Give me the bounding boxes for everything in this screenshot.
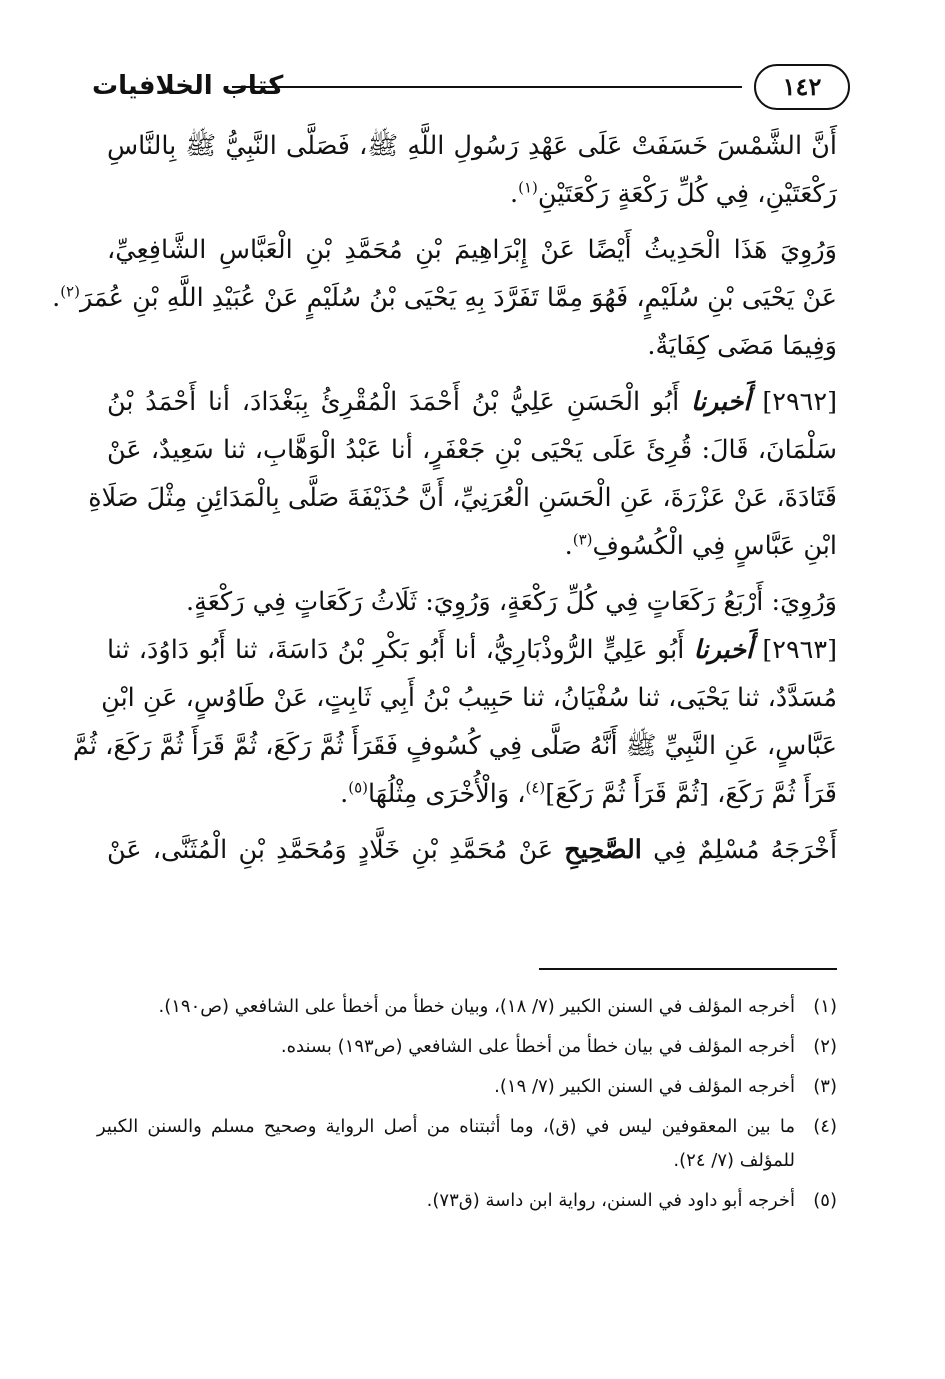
footnote-ref: (٢) — [60, 282, 80, 301]
text-line: [٢٩٦٣] أَخبرنا أَبُو عَلِيٍّ الرُّوذْبَارِيُّ، أنا أَبُو بَكْرِ بْنُ دَاسَةَ، ثنا أَبُو دَاوُدَ، ثنا — [107, 635, 838, 665]
text-line: سَلْمَانَ، قَالَ: قُرِئَ عَلَى يَحْيَى بْنِ جَعْفَرٍ، أنا عَبْدُ الْوَهَّابِ، ثنا سَعِيدٌ، عَنْ — [107, 435, 837, 465]
text-line: وَرُوِيَ هَذَا الْحَدِيثُ أَيْضًا عَنْ إِبْرَاهِيمَ بْنِ مُحَمَّدِ بْنِ الْعَبَّاسِ الشَّافِعِيِّ، — [107, 235, 837, 265]
footnote — [97, 1110, 837, 1178]
footnote-text: أخرجه المؤلف في السنن الكبير (٧/ ١٩). — [494, 1076, 795, 1097]
keyword-akhbarana: أَخبرنا — [693, 635, 754, 665]
text-line: قَرَأَ ثُمَّ رَكَعَ، [ثُمَّ قَرَأَ ثُمَّ رَكَعَ]$^{(٤)}$، وَالْأُخْرَى مِثْلُهَا$^{(٥)}$. — [340, 778, 837, 809]
text-line: مُسَدَّدٌ، ثنا يَحْيَى، ثنا سُفْيَانُ، ثنا حَبِيبُ بْنُ أَبِي ثَابِتٍ، عَنْ طَاوُسٍ، عَنِ ابْنِ — [101, 683, 837, 713]
keyword-akhbarana: أَخبرنا — [691, 387, 751, 417]
text-line: عَبَّاسٍ، عَنِ النَّبِيِّ ﷺ أَنَّهُ صَلَّى فِي كُسُوفٍ فَقَرَأَ ثُمَّ رَكَعَ، ثُمَّ قَرَأَ ثُمَّ رَكَعَ، ثُمَّ — [72, 731, 837, 761]
footnote — [97, 1070, 837, 1104]
text-line: ابْنِ عَبَّاسٍ فِي الْكُسُوفِ$^{(٣)}$. — [564, 530, 837, 561]
hadith-number: [٢٩٦٣] — [762, 635, 838, 665]
footnote-ref: (٤) — [525, 778, 546, 797]
text-line: وَفِيمَا مَضَى كِفَايَةٌ. — [647, 331, 837, 361]
text-line: رَكْعَتَيْنِ، فِي كُلِّ رَكْعَةٍ رَكْعَتَيْنِ$^{(١)}$. — [510, 178, 837, 209]
page-header — [92, 62, 850, 118]
text-line: وَرُوِيَ: أَرْبَعُ رَكَعَاتٍ فِي كُلِّ رَكْعَةٍ، وَرُوِيَ: ثَلَاثُ رَكَعَاتٍ فِي رَكْعَةٍ. — [185, 587, 837, 617]
hadith-number: [٢٩٦٢] — [762, 387, 838, 417]
footnotes — [97, 990, 837, 1224]
footnote-number: (٤) — [813, 1116, 837, 1137]
footnote — [97, 1030, 837, 1064]
main-text — [52, 122, 838, 874]
footnote-text: أخرجه المؤلف في السنن الكبير (٧/ ١٨)، وبيان خطأ من أخطأ على الشافعي (ص١٩٠). — [158, 996, 795, 1017]
footnote-separator — [539, 968, 837, 970]
text-line: أَنَّ الشَّمْسَ خَسَفَتْ عَلَى عَهْدِ رَسُولِ اللَّهِ ﷺ، فَصَلَّى النَّبِيُّ ﷺ بِالنَّاسِ — [107, 131, 837, 161]
text-line: [٢٩٦٢] أَخبرنا أَبُو الْحَسَنِ عَلِيُّ بْنُ أَحْمَدَ الْمُقْرِئُ بِبَغْدَادَ، أنا أَحْمَدُ بْنُ — [107, 387, 838, 417]
page-number: ١٤٢ — [754, 64, 850, 110]
footnote-ref: (٣) — [572, 530, 593, 549]
footnote — [97, 990, 837, 1024]
footnote-text: ما بين المعقوفين ليس في (ق)، وما أثبتناه من أصل الرواية وصحيح مسلم والسنن الكبير للمؤلف (٧/ ٢٤). — [97, 1116, 795, 1171]
footnote — [97, 1184, 837, 1218]
text-line: أَخْرَجَهُ مُسْلِمٌ فِي الصَّحِيحِ عَنْ مُحَمَّدِ بْنِ خَلَّادٍ وَمُحَمَّدِ بْنِ الْمُثَنَّى، عَنْ — [107, 835, 838, 865]
footnote-text: أخرجه المؤلف في بيان خطأ من أخطأ على الشافعي (ص١٩٣) بسنده. — [280, 1036, 795, 1057]
footnote-text: أخرجه أبو داود في السنن، رواية ابن داسة (ق٧٣). — [426, 1190, 795, 1211]
source-title: الصَّحِيحِ — [564, 835, 642, 865]
footnote-number: (٢) — [813, 1036, 837, 1057]
footnote-number: (٣) — [813, 1076, 837, 1097]
footnote-number: (١) — [813, 996, 837, 1017]
footnote-ref: (٥) — [348, 778, 368, 797]
header-rule — [232, 86, 742, 88]
footnote-ref: (١) — [518, 178, 538, 197]
footnote-number: (٥) — [813, 1190, 837, 1211]
text-line: قَتَادَةَ، عَنْ عَزْرَةَ، عَنِ الْحَسَنِ الْعُرَنِيِّ، أَنَّ حُذَيْفَةَ صَلَّى بِالْمَدَائِنِ مِثْلَ صَلَاةِ — [88, 483, 837, 513]
text-line: عَنْ يَحْيَى بْنِ سُلَيْمٍ، فَهُوَ مِمَّا تَفَرَّدَ بِهِ يَحْيَى بْنُ سُلَيْمٍ عَنْ عُبَيْدِ اللَّهِ بْنِ عُمَرَ$^{(٢)}$. — [52, 282, 837, 313]
book-title: كتاب الخلافيات — [92, 71, 284, 101]
